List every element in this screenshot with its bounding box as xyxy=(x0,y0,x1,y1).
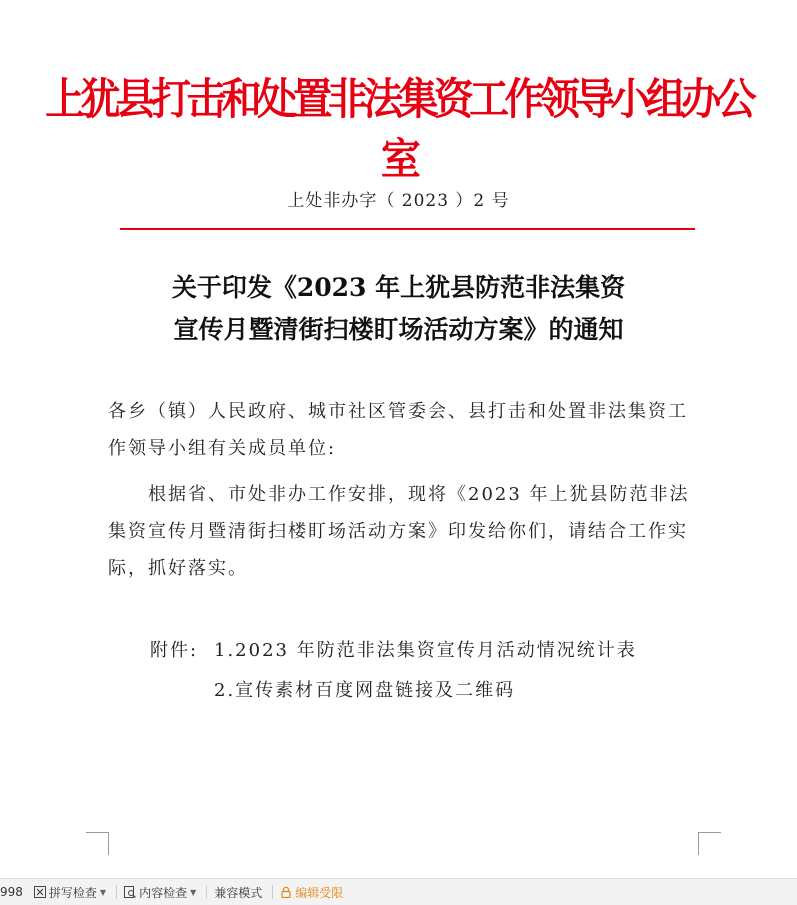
masthead-title: 上犹县打击和处置非法集资工作领导小组办公室 xyxy=(45,75,752,185)
edit-restricted-label: 编辑受限 xyxy=(295,885,344,900)
chevron-down-icon: ▼ xyxy=(190,887,197,897)
status-divider xyxy=(116,885,117,899)
red-divider-line xyxy=(120,228,695,230)
document-number: 上处非办字（ 2023 ）2 号 xyxy=(287,191,510,211)
content-check-icon xyxy=(124,886,136,898)
page-corner-mark-left xyxy=(86,832,109,855)
notice-title-line-1: 关于印发《2023 年上犹县防范非法集资 xyxy=(171,273,626,302)
page-corner-mark-right xyxy=(698,832,721,855)
edit-restricted-button[interactable] xyxy=(276,884,350,901)
status-bar xyxy=(0,878,797,905)
attachment-label: 附件: xyxy=(150,640,199,661)
lock-icon xyxy=(280,886,292,898)
addressee-paragraph: 各乡（镇）人民政府、城市社区管委会、县打击和处置非法集资工作领导小组有关成员单位: xyxy=(108,401,688,459)
content-check-label: 内容检查 xyxy=(139,885,188,900)
spell-check-label: 拼写检查 xyxy=(48,885,97,900)
notice-title-line-2: 宣传月暨清街扫楼盯场活动方案》的通知 xyxy=(173,315,624,344)
spell-check-button[interactable] xyxy=(30,884,113,901)
body-paragraph: 根据省、市处非办工作安排，现将《2023 年上犹县防范非法集资宣传月暨清街扫楼盯场活动方案》印发给你们，请结合工作实际，抓好落实。 xyxy=(108,484,690,579)
status-divider xyxy=(272,885,273,899)
spell-check-icon xyxy=(34,886,46,898)
content-check-button[interactable] xyxy=(120,884,203,901)
compatibility-mode-indicator[interactable] xyxy=(210,884,269,901)
chevron-down-icon: ▼ xyxy=(99,887,107,897)
attachment-item-1: 1.2023 年防范非法集资宣传月活动情况统计表 xyxy=(214,640,637,661)
compatibility-mode-label: 兼容模式 xyxy=(214,885,263,900)
status-divider xyxy=(206,885,207,899)
page-count: 998 xyxy=(0,885,23,899)
attachment-item-2: 2.宣传素材百度网盘链接及二维码 xyxy=(214,680,516,701)
